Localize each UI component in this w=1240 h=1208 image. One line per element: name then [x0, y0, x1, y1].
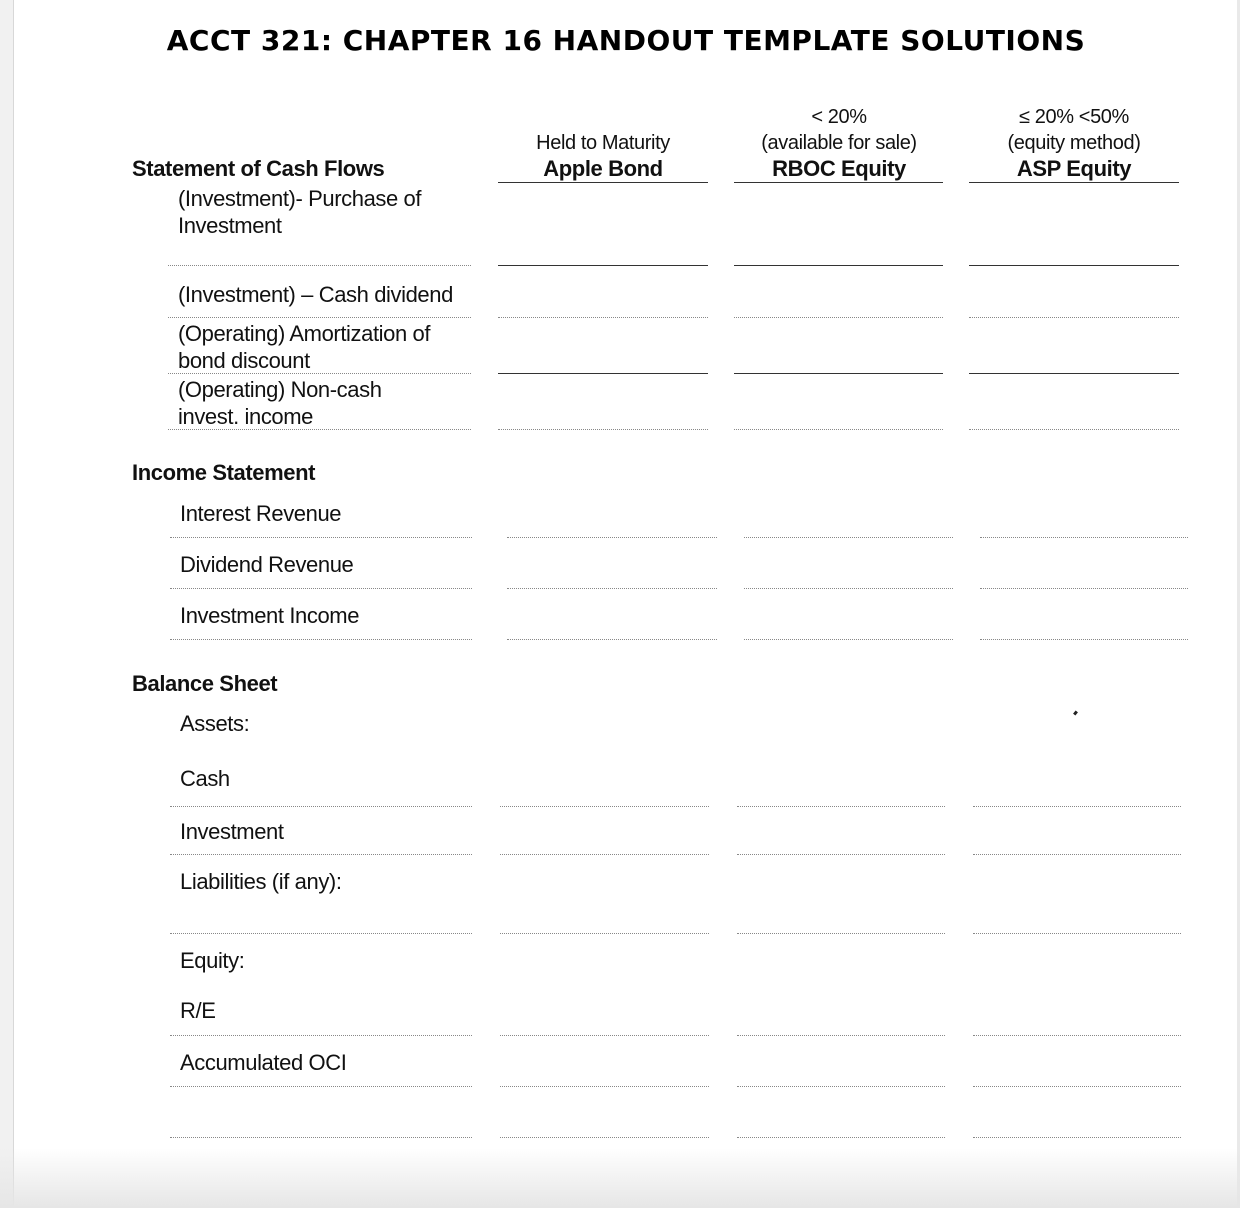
- page-bottom-shadow: [0, 1148, 1240, 1208]
- column-header-line1: ≤ 20% <50%: [1019, 106, 1129, 128]
- answer-line: [969, 265, 1179, 266]
- answer-line: [737, 1035, 945, 1036]
- column-header-line1: [498, 104, 708, 130]
- answer-line: [500, 1086, 709, 1087]
- row-label-interest-revenue: Interest Revenue: [180, 501, 342, 526]
- row-label-liabilities: Liabilities (if any):: [180, 869, 342, 894]
- answer-line: [969, 429, 1179, 430]
- answer-line: [498, 317, 708, 318]
- answer-line: [737, 854, 945, 855]
- answer-line: [980, 588, 1188, 589]
- answer-line: [498, 373, 708, 374]
- row-label-retained-earnings: R/E: [180, 998, 216, 1023]
- row-line: [170, 588, 472, 589]
- answer-line: [500, 1035, 709, 1036]
- row-line: [168, 317, 471, 318]
- header-underline: [969, 182, 1179, 183]
- column-header-name: Apple Bond: [543, 156, 663, 181]
- row-line: [170, 1086, 472, 1087]
- row-label-assets: Assets:: [180, 711, 250, 736]
- column-header-name: ASP Equity: [1016, 156, 1132, 181]
- row-label-noncash-income: (Operating) Non-cash invest. income: [178, 377, 382, 429]
- column-header-line1: < 20%: [811, 106, 867, 128]
- income-statement-heading: Income Statement: [132, 460, 316, 485]
- answer-line: [973, 1086, 1181, 1087]
- column-header-line2: (available for sale): [761, 132, 917, 154]
- answer-line: [737, 933, 945, 934]
- answer-line: [973, 933, 1181, 934]
- row-label-accumulated-oci: Accumulated OCI: [180, 1050, 347, 1075]
- answer-line: [734, 373, 943, 374]
- answer-line: [507, 537, 717, 538]
- column-header-apple-bond: [498, 104, 708, 182]
- balance-sheet-heading: Balance Sheet: [132, 671, 278, 696]
- answer-line: [973, 1137, 1181, 1138]
- column-header-asp-equity: [969, 104, 1179, 182]
- header-underline: [734, 182, 943, 183]
- answer-line: [969, 317, 1179, 318]
- row-line: [168, 265, 471, 266]
- row-line: [168, 373, 471, 374]
- answer-line: [980, 639, 1188, 640]
- answer-line: [737, 1086, 945, 1087]
- answer-line: [498, 429, 708, 430]
- cash-flows-heading: Statement of Cash Flows: [132, 156, 385, 181]
- row-label-equity: Equity:: [180, 948, 245, 973]
- row-label-purchase-of-investment: (Investment)- Purchase of Investment: [178, 186, 422, 238]
- row-line: [168, 429, 471, 430]
- answer-line: [973, 854, 1181, 855]
- row-label-dividend-revenue: Dividend Revenue: [180, 552, 354, 577]
- answer-line: [737, 1137, 945, 1138]
- row-label-cash: Cash: [180, 766, 230, 791]
- answer-line: [500, 1137, 709, 1138]
- answer-line: [969, 373, 1179, 374]
- answer-line: [744, 537, 953, 538]
- header-underline: [498, 182, 708, 183]
- answer-line: [744, 639, 953, 640]
- column-header-name: RBOC Equity: [772, 156, 906, 181]
- answer-line: [500, 854, 709, 855]
- answer-line: [507, 588, 717, 589]
- column-header-rboc-equity: [734, 104, 944, 182]
- answer-line: [734, 317, 943, 318]
- column-header-line2: Held to Maturity: [536, 132, 670, 154]
- row-label-investment: Investment: [180, 819, 284, 844]
- answer-line: [973, 806, 1181, 807]
- row-label-investment-income: Investment Income: [180, 603, 360, 628]
- answer-line: [498, 265, 708, 266]
- stray-mark: [1073, 711, 1078, 716]
- page-title: ACCT 321: CHAPTER 16 HANDOUT TEMPLATE SOLUTIONS: [166, 24, 1086, 57]
- answer-line: [500, 933, 709, 934]
- answer-line: [737, 806, 945, 807]
- row-line: [170, 933, 472, 934]
- row-line: [170, 1137, 472, 1138]
- row-label-cash-dividend: (Investment) – Cash dividend: [178, 282, 453, 307]
- row-line: [170, 1035, 472, 1036]
- column-header-line2: (equity method): [1007, 132, 1141, 154]
- row-line: [170, 854, 472, 855]
- answer-line: [734, 429, 943, 430]
- answer-line: [500, 806, 709, 807]
- answer-line: [507, 639, 717, 640]
- row-label-amortization: (Operating) Amortization of bond discount: [178, 321, 431, 373]
- row-line: [170, 806, 472, 807]
- answer-line: [973, 1035, 1181, 1036]
- row-line: [170, 639, 472, 640]
- page-edge: [0, 0, 14, 1208]
- row-line: [170, 537, 472, 538]
- answer-line: [744, 588, 953, 589]
- answer-line: [980, 537, 1188, 538]
- answer-line: [734, 265, 943, 266]
